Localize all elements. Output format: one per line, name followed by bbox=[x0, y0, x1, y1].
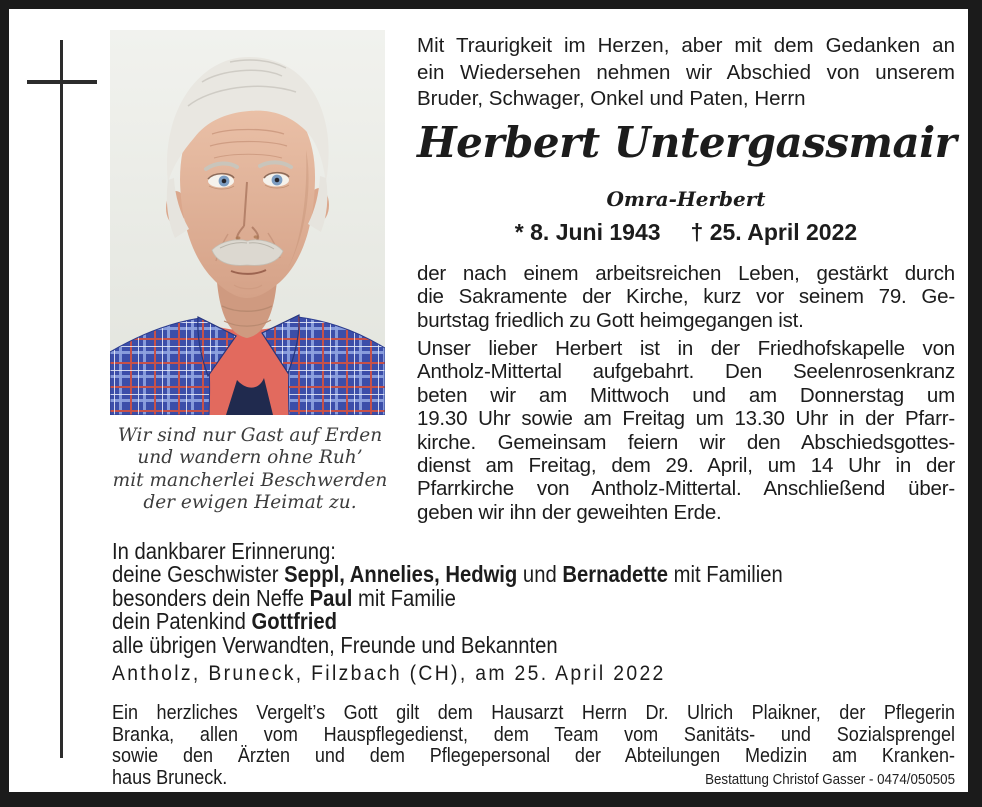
text-line: mit mancherlei Beschwerden bbox=[112, 469, 388, 491]
birth-date: * 8. Juni 1943 bbox=[514, 219, 661, 245]
text-line: alle übrigen Verwandten, Freunde und Bekannten bbox=[112, 631, 558, 658]
text-line: sowie den Ärzten und dem Pflegepersonal der Abteilungen Medizin am Kranken- bbox=[112, 744, 956, 768]
cross-horizontal-bar bbox=[27, 80, 97, 84]
cross-vertical-bar bbox=[60, 40, 63, 758]
text-line: dienst am Freitag, dem 29. April, um 14 Uhr in der bbox=[417, 454, 955, 478]
text-line: dein Patenkind Gottfried bbox=[112, 608, 338, 635]
text-line: kirche. Gemeinsam feiern wir den Abschiedsgottes- bbox=[417, 430, 955, 454]
text-line: ein Wiedersehen nehmen wir Abschied von unserem bbox=[417, 60, 955, 84]
text-line: Wir sind nur Gast auf Erden bbox=[117, 425, 383, 446]
text-line: Mit Traurigkeit im Herzen, aber mit dem Gedanken an bbox=[417, 34, 955, 57]
deceased-nickname: Omra-Herbert bbox=[606, 187, 766, 211]
intro-text bbox=[417, 33, 955, 113]
place-date-line: Antholz, Bruneck, Filzbach (CH), am 25. April 2022 bbox=[112, 661, 666, 685]
text-line: haus Bruneck. bbox=[112, 765, 228, 789]
text-line: Branka, allen vom Hauspflegedienst, dem Team vom Sanitäts- und Sozialsprengel bbox=[112, 722, 956, 746]
text-line: deine Geschwister Seppl, Annelies, Hedwig und Bernadette mit Familien bbox=[112, 561, 783, 588]
obituary-paragraph-2 bbox=[417, 337, 955, 524]
text-line: und wandern ohne Ruh’ bbox=[137, 447, 363, 469]
text-line: Unser lieber Herbert ist in der Friedhofskapelle von bbox=[417, 337, 955, 360]
text-line: burtstag friedlich zu Gott heimgegangen ist. bbox=[417, 308, 804, 332]
text-line: beten wir am Mittwoch und am Donnerstag um bbox=[417, 383, 955, 407]
text-line: Pfarrkirche von Antholz-Mittertal. Anschließend über- bbox=[417, 477, 955, 501]
text-line: 19.30 Uhr sowie am Freitag um 13.30 Uhr in der Pfarr- bbox=[417, 407, 955, 431]
text-line: besonders dein Neffe Paul mit Familie bbox=[112, 584, 456, 611]
death-date: † 25. April 2022 bbox=[690, 219, 858, 245]
portrait-photo bbox=[110, 30, 385, 415]
obituary-paragraph-1 bbox=[417, 262, 955, 332]
funeral-home-credit: Bestattung Christof Gasser - 0474/050505 bbox=[705, 772, 955, 788]
text-line: der ewigen Heimat zu. bbox=[143, 492, 357, 514]
text-line: die Sakramente der Kirche, kurz vor seinem 79. Ge- bbox=[417, 285, 955, 309]
memorial-verse bbox=[98, 425, 402, 515]
life-dates bbox=[417, 219, 955, 246]
deceased-name: Herbert Untergassmair bbox=[417, 118, 957, 167]
text-line: In dankbarer Erinnerung: bbox=[112, 538, 336, 564]
remembrance-list bbox=[112, 540, 922, 657]
text-line: Antholz-Mittertal aufgebahrt. Den Seelenrosenkranz bbox=[417, 360, 955, 384]
text-line: Bruder, Schwager, Onkel und Paten, Herrn bbox=[417, 87, 806, 110]
text-line: der nach einem arbeitsreichen Leben, gestärkt durch bbox=[417, 262, 955, 285]
text-line: geben wir ihn der geweihten Erde. bbox=[417, 500, 722, 524]
text-line: Ein herzliches Vergelt’s Gott gilt dem Hausarzt Herrn Dr. Ulrich Plaikner, der Pflegerin bbox=[112, 701, 956, 724]
